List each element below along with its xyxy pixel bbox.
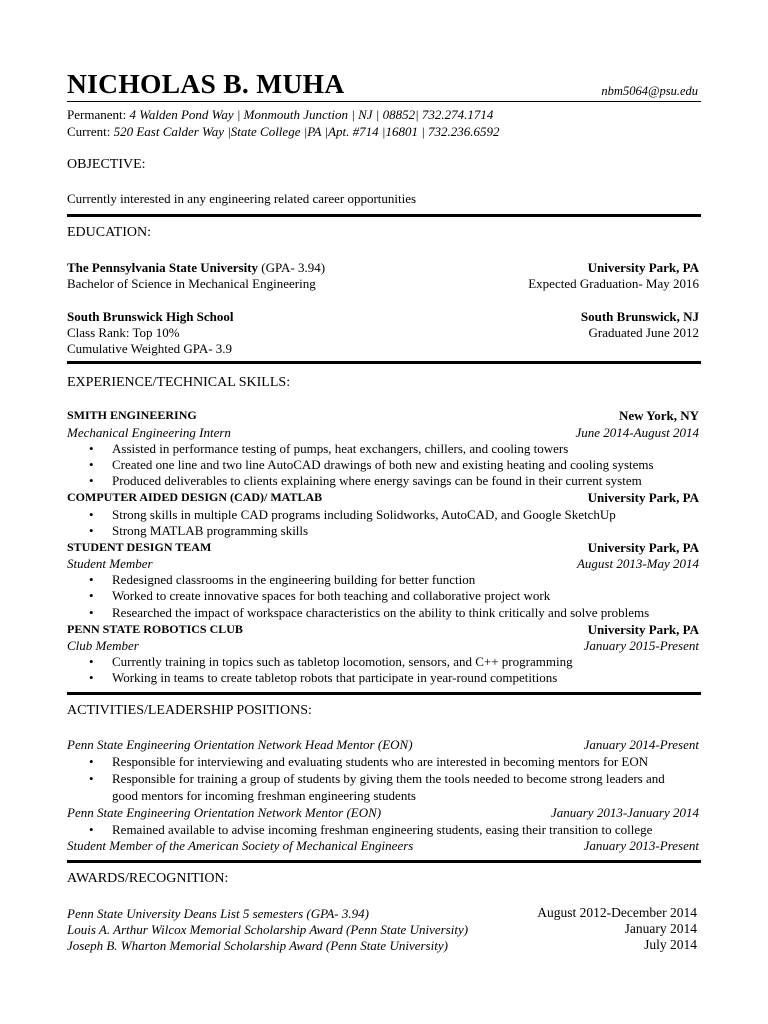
bullet-text: Working in teams to create tabletop robots that participate in year-round competitions	[112, 670, 558, 685]
activity-title: Penn State Engineering Orientation Network Head Mentor (EON)	[67, 737, 413, 752]
school-name	[67, 260, 325, 276]
permanent-value: 4 Walden Pond Way | Monmouth Junction | NJ | 08852| 732.274.1714	[129, 107, 494, 122]
bullet-text: Responsible for interviewing and evaluating students who are interested in becoming mentors for EON	[112, 754, 649, 769]
org-location: University Park, PA	[587, 540, 699, 555]
section-divider	[67, 860, 701, 863]
bullet-icon: •	[89, 457, 94, 472]
section-divider	[67, 361, 701, 364]
bullet-icon: •	[89, 654, 94, 669]
role-title: Student Member	[67, 556, 153, 571]
school-gpa: (GPA- 3.94)	[258, 260, 326, 275]
graduation-date: Expected Graduation- May 2016	[528, 276, 699, 291]
award-title: Penn State University Deans List 5 semesters (GPA- 3.94)	[67, 906, 369, 921]
role-dates: January 2015-Present	[583, 638, 699, 653]
activity-dates: January 2014-Present	[583, 737, 699, 752]
role-title: Club Member	[67, 638, 139, 653]
objective-heading: OBJECTIVE:	[67, 157, 146, 172]
award-dates: July 2014	[644, 937, 697, 952]
bullet-text: Responsible for training a group of students by giving them the tools needed to become strong leaders and	[112, 771, 665, 786]
award-title: Louis A. Arthur Wilcox Memorial Scholarship Award (Penn State University)	[67, 922, 469, 937]
graduation-date: Graduated June 2012	[588, 325, 699, 340]
award-title: Joseph B. Wharton Memorial Scholarship Award (Penn State University)	[67, 938, 448, 953]
role-dates: August 2013-May 2014	[576, 556, 699, 571]
bullet-icon: •	[89, 507, 94, 522]
bullet-text: Worked to create innovative spaces for both teaching and collaborative project work	[112, 588, 551, 603]
org-name: SMITH ENGINEERING	[67, 408, 197, 422]
current-address	[67, 124, 500, 140]
school-name-text: The Pennsylvania State University	[67, 260, 259, 275]
bullet-icon: •	[89, 588, 94, 603]
activity-title: Student Member of the American Society of Mechanical Engineers	[67, 838, 414, 853]
header-divider	[67, 101, 701, 102]
activity-dates: January 2013-January 2014	[550, 805, 699, 820]
bullet-text: Produced deliverables to clients explaining where energy savings can be found in their current system	[112, 473, 642, 488]
bullet-icon: •	[89, 473, 94, 488]
award-dates: January 2014	[624, 921, 697, 936]
bullet-text: Created one line and two line AutoCAD drawings of both new and existing heating and cooling systems	[112, 457, 654, 472]
weighted-gpa: Cumulative Weighted GPA- 3.9	[67, 341, 233, 356]
award-dates: August 2012-December 2014	[537, 905, 697, 920]
candidate-name: NICHOLAS B. MUHA	[67, 68, 345, 99]
degree: Bachelor of Science in Mechanical Engineering	[67, 276, 316, 291]
awards-heading: AWARDS/RECOGNITION:	[67, 871, 229, 886]
class-rank: Class Rank: Top 10%	[67, 325, 180, 340]
bullet-icon: •	[89, 572, 94, 587]
org-location: University Park, PA	[587, 490, 699, 505]
activities-heading: ACTIVITIES/LEADERSHIP POSITIONS:	[67, 703, 312, 718]
org-name: STUDENT DESIGN TEAM	[67, 540, 212, 554]
bullet-text: good mentors for incoming freshman engineering students	[112, 788, 416, 803]
permanent-label: Permanent:	[67, 107, 127, 122]
bullet-text: Researched the impact of workspace characteristics on the ability to think critically and solve problems	[112, 605, 650, 620]
org-location: University Park, PA	[587, 622, 699, 637]
current-value: 520 East Calder Way |State College |PA |Apt. #714 |16801 | 732.236.6592	[113, 124, 500, 139]
objective-text: Currently interested in any engineering related career opportunities	[67, 191, 417, 206]
school-name: South Brunswick High School	[67, 309, 234, 324]
bullet-text: Strong skills in multiple CAD programs including Solidworks, AutoCAD, and Google SketchUp	[112, 507, 616, 522]
bullet-text: Currently training in topics such as tabletop locomotion, sensors, and C++ programming	[112, 654, 573, 669]
org-location: New York, NY	[618, 408, 699, 423]
bullet-icon: •	[89, 670, 94, 685]
school-location: South Brunswick, NJ	[580, 309, 699, 324]
email-address[interactable]: nbm5064@psu.edu	[601, 84, 698, 98]
org-name: COMPUTER AIDED DESIGN (CAD)/ MATLAB	[67, 490, 323, 504]
bullet-text: Assisted in performance testing of pumps, heat exchangers, chillers, and cooling towers	[112, 441, 569, 456]
bullet-icon: •	[89, 754, 94, 769]
bullet-icon: •	[89, 523, 94, 538]
activity-dates: January 2013-Present	[583, 838, 699, 853]
experience-heading: EXPERIENCE/TECHNICAL SKILLS:	[67, 375, 291, 390]
section-divider	[67, 214, 701, 217]
activity-title: Penn State Engineering Orientation Network Mentor (EON)	[67, 805, 382, 820]
bullet-icon: •	[89, 605, 94, 620]
permanent-address	[67, 107, 493, 123]
current-label: Current:	[67, 124, 111, 139]
bullet-icon: •	[89, 822, 94, 837]
bullet-text: Strong MATLAB programming skills	[112, 523, 309, 538]
school-location: University Park, PA	[587, 260, 699, 275]
bullet-text: Redesigned classrooms in the engineering building for better function	[112, 572, 476, 587]
role-dates: June 2014-August 2014	[575, 425, 699, 440]
bullet-text: Remained available to advise incoming freshman engineering students, easing their transition to college	[112, 822, 653, 837]
bullet-icon: •	[89, 771, 94, 786]
role-title: Mechanical Engineering Intern	[67, 425, 231, 440]
org-name: PENN STATE ROBOTICS CLUB	[67, 622, 243, 636]
education-heading: EDUCATION:	[67, 225, 151, 240]
bullet-icon: •	[89, 441, 94, 456]
section-divider	[67, 692, 701, 695]
